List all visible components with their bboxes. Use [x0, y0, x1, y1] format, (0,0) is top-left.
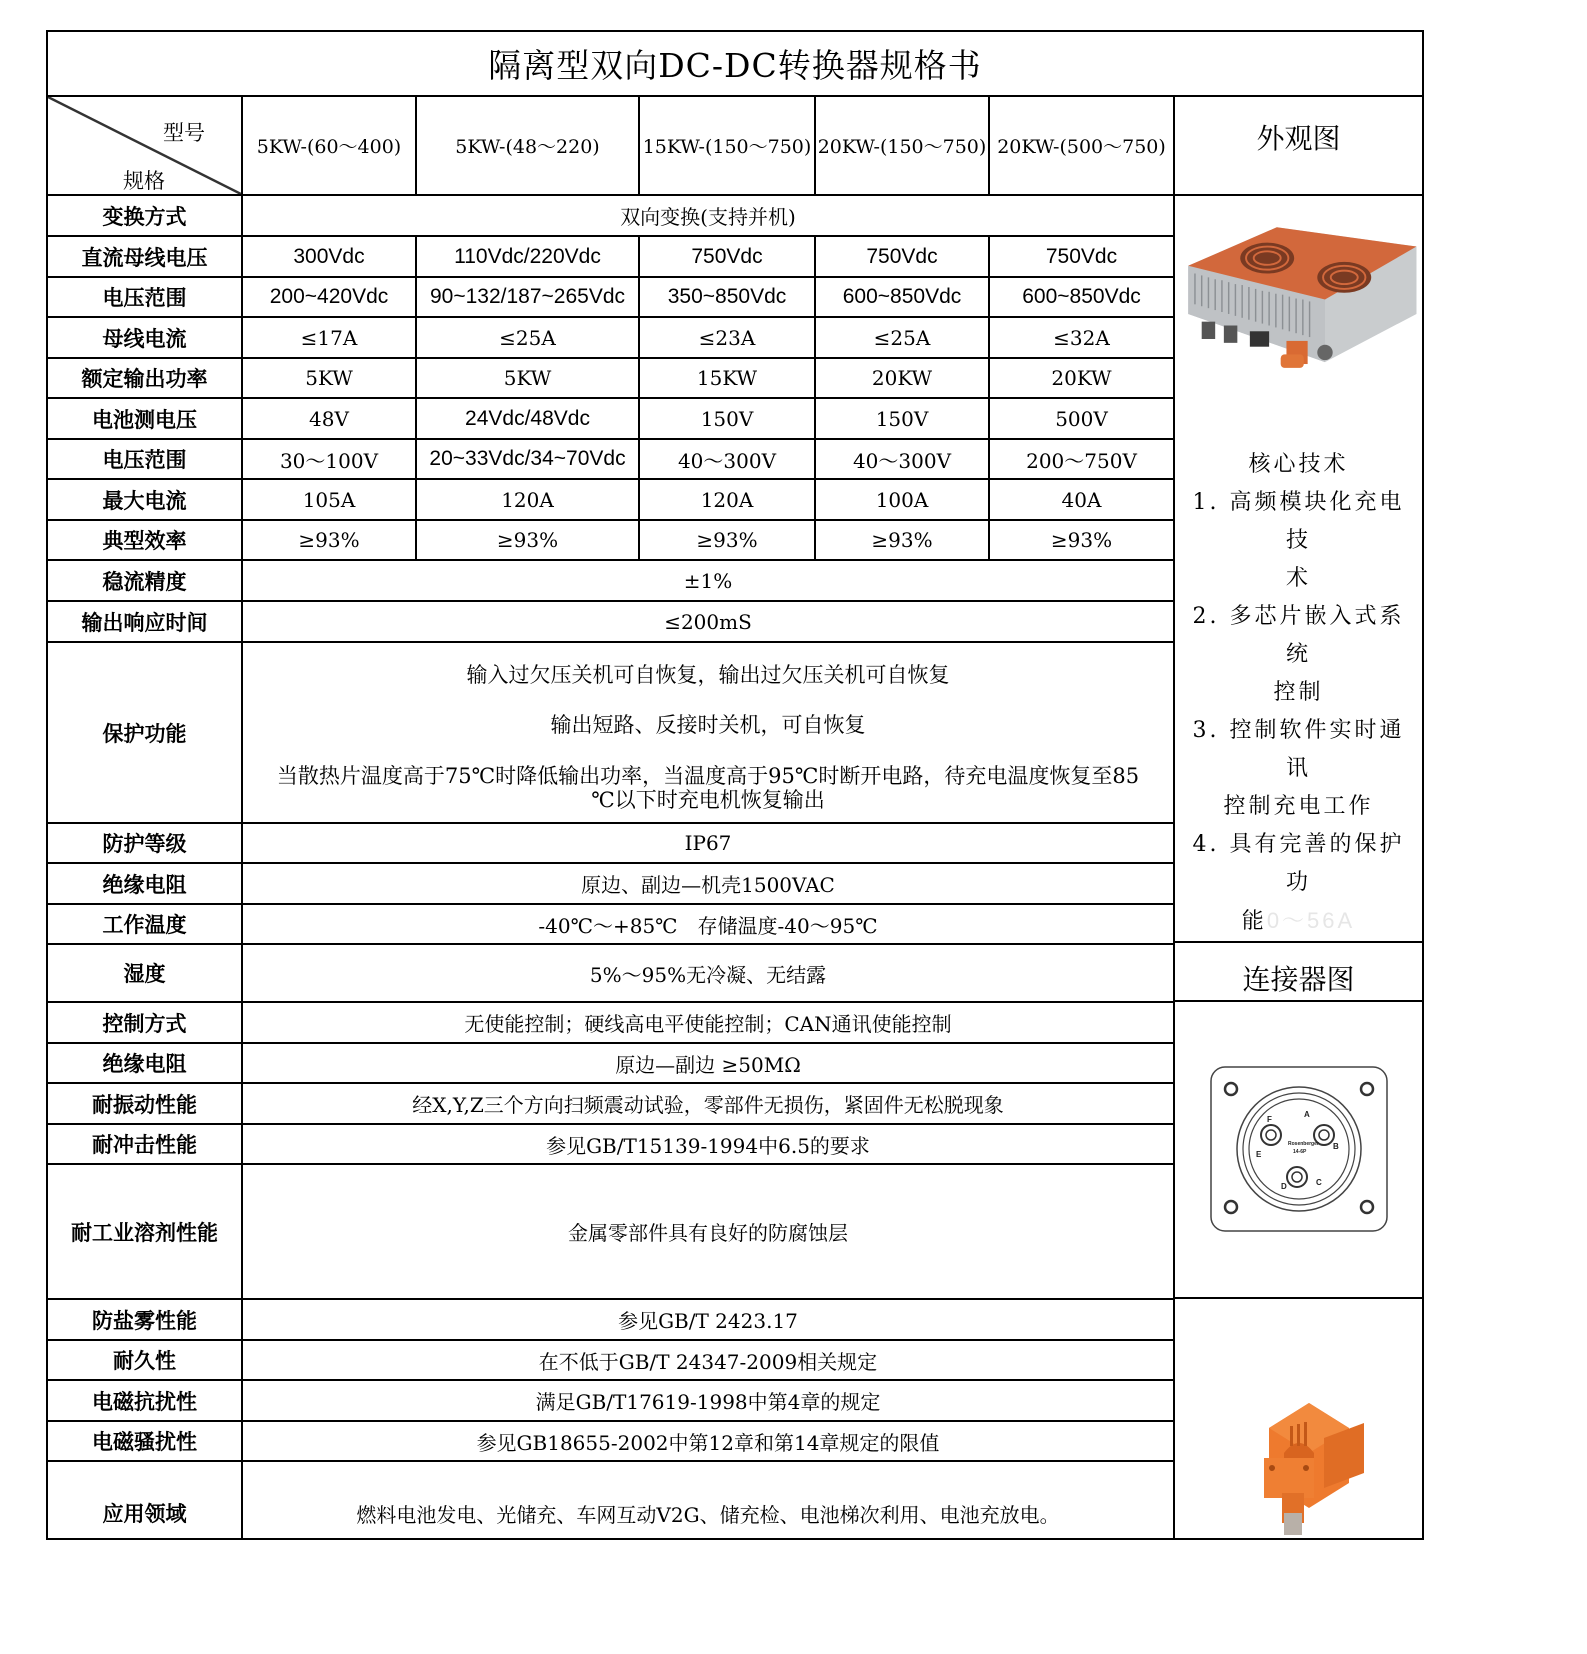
spec-value-cell: 120A	[417, 480, 640, 521]
spec-merged-value: -40℃～+85℃ 存储温度-40～95℃	[243, 905, 1175, 945]
spec-value-cell: 200～750V	[990, 440, 1175, 480]
header-model-label: 型号	[163, 121, 205, 145]
appearance-panel	[1175, 196, 1422, 943]
spec-value-cell: 750Vdc	[816, 237, 990, 278]
core-tech-item-4: 4. 具有完善的保护功	[1192, 832, 1405, 895]
connector-title: 连接器图	[1175, 943, 1422, 1002]
spec-merged-value: 参见GB18655-2002中第12章和第14章规定的限值	[243, 1422, 1175, 1462]
row-label: 保护功能	[48, 643, 243, 824]
header-corner	[48, 97, 243, 196]
spec-merged-value: IP67	[243, 824, 1175, 864]
spec-value-cell: 750Vdc	[640, 237, 816, 278]
row-label: 母线电流	[48, 318, 243, 359]
model-header-4: 20KW-(150～750)	[816, 97, 990, 196]
row-label: 典型效率	[48, 521, 243, 561]
orange-plug-image	[1224, 1388, 1374, 1538]
row-label: 变换方式	[48, 196, 243, 237]
document-title: 隔离型双向DC-DC转换器规格书	[48, 32, 1422, 97]
row-label: 最大电流	[48, 480, 243, 521]
spec-value-cell: 40～300V	[816, 440, 990, 480]
svg-text:F: F	[1266, 1114, 1272, 1124]
spec-merged-value: 满足GB/T17619-1998中第4章的规定	[243, 1381, 1175, 1422]
svg-text:E: E	[1255, 1149, 1261, 1159]
spec-merged-value: 原边、副边—机壳1500VAC	[243, 864, 1175, 905]
row-label: 耐工业溶剂性能	[48, 1165, 243, 1300]
spec-value-cell: 600~850Vdc	[990, 278, 1175, 318]
spec-value-cell: 5KW	[243, 359, 417, 399]
spec-value-cell: 20~33Vdc/34~70Vdc	[417, 440, 640, 480]
spec-value-cell: ≥93%	[243, 521, 417, 561]
core-tech-item-2-cont: 控制	[1273, 680, 1324, 705]
svg-text:A: A	[1303, 1109, 1310, 1119]
spec-value-cell: 100A	[816, 480, 990, 521]
spec-value-cell: ≤32A	[990, 318, 1175, 359]
connector-drawing-panel	[1175, 1002, 1422, 1299]
spec-merged-value: 参见GB/T 2423.17	[243, 1300, 1175, 1341]
row-label: 稳流精度	[48, 561, 243, 602]
row-label: 直流母线电压	[48, 237, 243, 278]
spec-merged-value: ±1%	[243, 561, 1175, 602]
model-header-1: 5KW-(60～400)	[243, 97, 417, 196]
core-tech-heading: 核心技术	[1248, 452, 1349, 477]
spec-value-cell: 24Vdc/48Vdc	[417, 399, 640, 440]
svg-text:Rosenberger: Rosenberger	[1287, 1140, 1319, 1147]
row-label: 输出响应时间	[48, 602, 243, 643]
row-label: 工作温度	[48, 905, 243, 945]
spec-merged-value: 无使能控制；硬线高电平使能控制；CAN通讯使能控制	[243, 1003, 1175, 1044]
row-label: 电压范围	[48, 440, 243, 480]
spec-value-cell: ≤23A	[640, 318, 816, 359]
ghost-watermark-text: 0～56A	[1266, 908, 1356, 933]
spec-merged-value: 原边—副边 ≥50MΩ	[243, 1044, 1175, 1084]
row-label: 额定输出功率	[48, 359, 243, 399]
spec-value-cell: 600~850Vdc	[816, 278, 990, 318]
spec-value-cell: 40～300V	[640, 440, 816, 480]
plug-image-panel	[1175, 1299, 1422, 1538]
row-label: 绝缘电阻	[48, 864, 243, 905]
core-tech-item-3: 3. 控制软件实时通讯	[1192, 718, 1405, 781]
protection-line: 输入过欠压关机可自恢复，输出过欠压关机可自恢复	[466, 663, 950, 688]
spec-value-cell: ≤17A	[243, 318, 417, 359]
spec-value-cell: ≤25A	[816, 318, 990, 359]
spec-value-cell: 500V	[990, 399, 1175, 440]
appearance-title: 外观图	[1175, 97, 1422, 196]
spec-value-cell: 105A	[243, 480, 417, 521]
protection-line: 输出短路、反接时关机，可自恢复	[550, 713, 866, 738]
spec-value-cell: 48V	[243, 399, 417, 440]
svg-text:C: C	[1315, 1177, 1322, 1187]
model-header-5: 20KW-(500～750)	[990, 97, 1175, 196]
spec-value-cell: 120A	[640, 480, 816, 521]
spec-value-cell: 90~132/187~265Vdc	[417, 278, 640, 318]
row-label: 电磁骚扰性	[48, 1422, 243, 1462]
spec-value-cell: 110Vdc/220Vdc	[417, 237, 640, 278]
spec-value-cell: 15KW	[640, 359, 816, 399]
model-header-3: 15KW-(150～750)	[640, 97, 816, 196]
spec-merged-value: 5%～95%无冷凝、无结露	[243, 945, 1175, 1003]
spec-value-cell: 20KW	[990, 359, 1175, 399]
spec-merged-value: 在不低于GB/T 24347-2009相关规定	[243, 1341, 1175, 1381]
svg-text:14-6P: 14-6P	[1292, 1148, 1306, 1155]
spec-merged-value: 经X,Y,Z三个方向扫频震动试验，零部件无损伤，紧固件无松脱现象	[243, 1084, 1175, 1125]
spec-merged-value: ≤200mS	[243, 602, 1175, 643]
row-label: 防护等级	[48, 824, 243, 864]
spec-value-cell: ≥93%	[417, 521, 640, 561]
spec-value-cell: 5KW	[417, 359, 640, 399]
core-tech-item-1-cont: 术	[1285, 566, 1311, 591]
row-label: 绝缘电阻	[48, 1044, 243, 1084]
row-label: 应用领域	[48, 1462, 243, 1538]
spec-value-cell: 30～100V	[243, 440, 417, 480]
core-tech-item-1: 1. 高频模块化充电技	[1192, 490, 1405, 553]
converter-product-image	[1176, 208, 1421, 391]
core-tech-list	[1175, 446, 1422, 941]
header-spec-label: 规格	[123, 169, 165, 193]
spec-value-cell: 750Vdc	[990, 237, 1175, 278]
spec-value-cell: ≥93%	[816, 521, 990, 561]
protection-line: ℃以下时充电机恢复输出	[591, 787, 825, 812]
row-label: 湿度	[48, 945, 243, 1003]
spec-value-cell: 200~420Vdc	[243, 278, 417, 318]
row-label: 电磁抗扰性	[48, 1381, 243, 1422]
spec-merged-value: 金属零部件具有良好的防腐蚀层	[243, 1165, 1175, 1300]
spec-value-cell: 350~850Vdc	[640, 278, 816, 318]
spec-value-cell: 300Vdc	[243, 237, 417, 278]
spec-value-cell: 40A	[990, 480, 1175, 521]
protection-line: 当散热片温度高于75℃时降低输出功率，当温度高于95℃时断开电路，待充电温度恢复至85	[276, 763, 1140, 788]
row-label: 电池测电压	[48, 399, 243, 440]
connector-pinout-drawing	[1209, 1065, 1389, 1235]
spec-value-cell: ≥93%	[990, 521, 1175, 561]
spec-merged-value: 参见GB/T15139-1994中6.5的要求	[243, 1125, 1175, 1165]
spec-merged-value: 双向变换(支持并机)	[243, 196, 1175, 237]
spec-sheet	[46, 30, 1424, 1540]
core-tech-item-4-cont: 能0～56A	[1241, 908, 1356, 934]
spec-merged-value: 燃料电池发电、光储充、车网互动V2G、储充检、电池梯次利用、电池充放电。	[243, 1462, 1175, 1538]
row-label: 防盐雾性能	[48, 1300, 243, 1341]
svg-text:D: D	[1280, 1181, 1287, 1191]
spec-value-cell: 150V	[816, 399, 990, 440]
model-header-2: 5KW-(48～220)	[417, 97, 640, 196]
row-label: 耐久性	[48, 1341, 243, 1381]
row-label: 耐冲击性能	[48, 1125, 243, 1165]
spec-value-cell: 150V	[640, 399, 816, 440]
svg-text:B: B	[1332, 1141, 1339, 1151]
row-label: 电压范围	[48, 278, 243, 318]
core-tech-item-3-cont: 控制充电工作	[1223, 794, 1374, 819]
row-label: 耐振动性能	[48, 1084, 243, 1125]
spec-value-cell: 20KW	[816, 359, 990, 399]
core-tech-item-2: 2. 多芯片嵌入式系统	[1192, 604, 1405, 667]
spec-value-cell: ≤25A	[417, 318, 640, 359]
spec-value-cell: ≥93%	[640, 521, 816, 561]
protection-function-cell	[243, 643, 1175, 824]
row-label: 控制方式	[48, 1003, 243, 1044]
